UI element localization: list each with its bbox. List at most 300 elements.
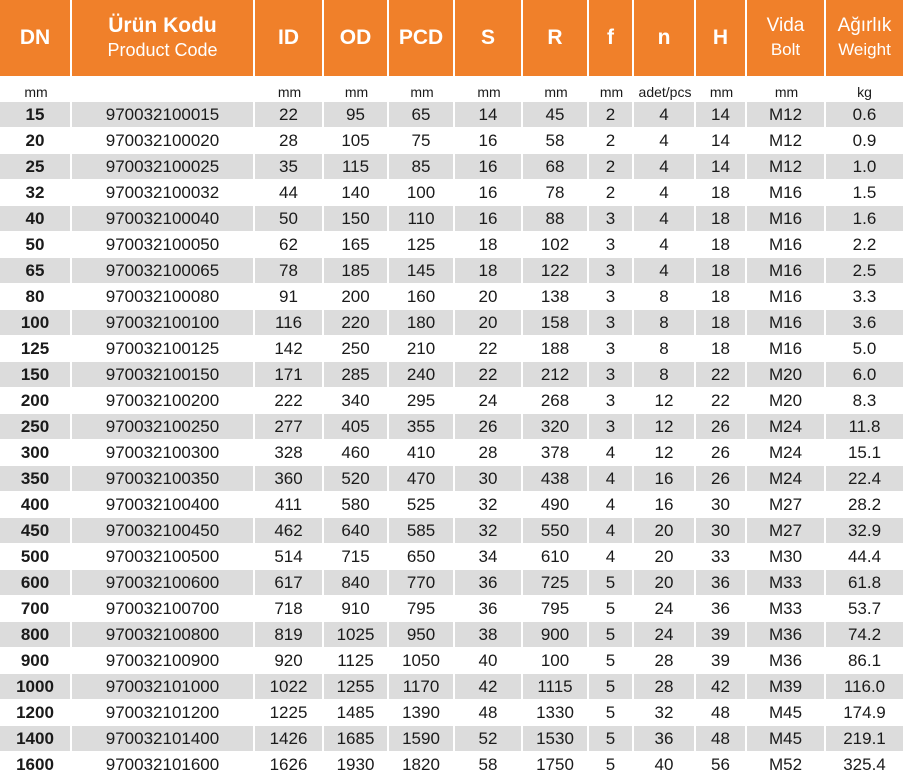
table-cell: 33 xyxy=(696,543,747,569)
dn-cell: 350 xyxy=(0,465,72,491)
table-cell: M24 xyxy=(747,465,826,491)
table-cell: 58 xyxy=(523,127,589,153)
table-cell: 78 xyxy=(523,179,589,205)
dn-cell: 150 xyxy=(0,361,72,387)
table-cell: 1170 xyxy=(389,673,455,699)
table-cell: 1820 xyxy=(389,751,455,777)
table-row xyxy=(0,543,903,569)
table-cell: 718 xyxy=(255,595,324,621)
table-cell: 20 xyxy=(634,543,696,569)
table-cell: 795 xyxy=(389,595,455,621)
table-cell: 158 xyxy=(523,309,589,335)
table-cell: M12 xyxy=(747,127,826,153)
table-cell: 970032100065 xyxy=(72,257,255,283)
table-cell: M16 xyxy=(747,179,826,205)
table-cell: 28 xyxy=(634,647,696,673)
table-cell: 5 xyxy=(589,621,634,647)
table-cell: M24 xyxy=(747,439,826,465)
unit-cell: kg xyxy=(826,76,903,101)
table-cell: 95 xyxy=(324,101,389,127)
table-cell: 28.2 xyxy=(826,491,903,517)
table-cell: 1.0 xyxy=(826,153,903,179)
table-row xyxy=(0,595,903,621)
dn-cell: 20 xyxy=(0,127,72,153)
unit-cell: adet/pcs xyxy=(634,76,696,101)
table-cell: 268 xyxy=(523,387,589,413)
dn-cell: 250 xyxy=(0,413,72,439)
table-row xyxy=(0,413,903,439)
table-cell: 5 xyxy=(589,725,634,751)
table-cell: 405 xyxy=(324,413,389,439)
table-cell: 355 xyxy=(389,413,455,439)
table-cell: 4 xyxy=(634,231,696,257)
unit-cell: mm xyxy=(589,76,634,101)
table-cell: 514 xyxy=(255,543,324,569)
dn-cell: 15 xyxy=(0,101,72,127)
table-cell: 8 xyxy=(634,361,696,387)
table-row xyxy=(0,127,903,153)
table-cell: 15.1 xyxy=(826,439,903,465)
table-row xyxy=(0,621,903,647)
table-cell: 100 xyxy=(523,647,589,673)
table-cell: 4 xyxy=(634,205,696,231)
table-cell: 970032101400 xyxy=(72,725,255,751)
table-cell: 28 xyxy=(255,127,324,153)
table-cell: 250 xyxy=(324,335,389,361)
table-cell: 16 xyxy=(634,491,696,517)
table-cell: 36 xyxy=(696,595,747,621)
table-cell: 5 xyxy=(589,751,634,777)
table-cell: 78 xyxy=(255,257,324,283)
table-cell: 378 xyxy=(523,439,589,465)
table-cell: 12 xyxy=(634,413,696,439)
table-cell: 970032100300 xyxy=(72,439,255,465)
table-cell: 5 xyxy=(589,699,634,725)
table-cell: 200 xyxy=(324,283,389,309)
table-cell: 220 xyxy=(324,309,389,335)
table-row xyxy=(0,465,903,491)
table-cell: 438 xyxy=(523,465,589,491)
table-row xyxy=(0,517,903,543)
dn-cell: 800 xyxy=(0,621,72,647)
table-cell: 48 xyxy=(696,725,747,751)
table-cell: 970032101000 xyxy=(72,673,255,699)
table-cell: 585 xyxy=(389,517,455,543)
table-row xyxy=(0,361,903,387)
table-row xyxy=(0,673,903,699)
table-cell: 1330 xyxy=(523,699,589,725)
table-row xyxy=(0,725,903,751)
table-cell: 185 xyxy=(324,257,389,283)
unit-cell: mm xyxy=(324,76,389,101)
table-cell: 125 xyxy=(389,231,455,257)
table-cell: 22 xyxy=(455,335,523,361)
table-cell: 1.5 xyxy=(826,179,903,205)
dn-cell: 300 xyxy=(0,439,72,465)
table-cell: 24 xyxy=(455,387,523,413)
table-row xyxy=(0,699,903,725)
table-cell: 4 xyxy=(589,517,634,543)
table-cell: 970032100450 xyxy=(72,517,255,543)
table-cell: 550 xyxy=(523,517,589,543)
col-h: H xyxy=(696,0,747,76)
table-cell: 140 xyxy=(324,179,389,205)
table-cell: 22 xyxy=(255,101,324,127)
table-cell: 1626 xyxy=(255,751,324,777)
table-cell: M12 xyxy=(747,101,826,127)
table-cell: 74.2 xyxy=(826,621,903,647)
table-cell: 116 xyxy=(255,309,324,335)
table-cell: 1125 xyxy=(324,647,389,673)
table-cell: 8 xyxy=(634,309,696,335)
table-cell: 715 xyxy=(324,543,389,569)
table-cell: 26 xyxy=(455,413,523,439)
table-cell: 1590 xyxy=(389,725,455,751)
table-cell: 32 xyxy=(455,491,523,517)
table-cell: 102 xyxy=(523,231,589,257)
table-cell: 56 xyxy=(696,751,747,777)
table-cell: 1225 xyxy=(255,699,324,725)
table-cell: 39 xyxy=(696,621,747,647)
table-cell: 52 xyxy=(455,725,523,751)
table-cell: 219.1 xyxy=(826,725,903,751)
table-cell: 970032100100 xyxy=(72,309,255,335)
table-cell: 1255 xyxy=(324,673,389,699)
table-cell: M12 xyxy=(747,153,826,179)
col-product-code-tr: Ürün Kodu xyxy=(108,14,217,37)
table-cell: 18 xyxy=(696,205,747,231)
table-cell: 30 xyxy=(696,517,747,543)
table-cell: 138 xyxy=(523,283,589,309)
table-row xyxy=(0,439,903,465)
table-cell: 970032101600 xyxy=(72,751,255,777)
unit-cell: mm xyxy=(255,76,324,101)
table-cell: 920 xyxy=(255,647,324,673)
table-cell: 142 xyxy=(255,335,324,361)
table-cell: M16 xyxy=(747,309,826,335)
table-cell: 1426 xyxy=(255,725,324,751)
table-cell: 970032100150 xyxy=(72,361,255,387)
table-cell: 16 xyxy=(455,127,523,153)
table-cell: 900 xyxy=(523,621,589,647)
table-cell: 42 xyxy=(696,673,747,699)
col-n: n xyxy=(634,0,696,76)
table-cell: 28 xyxy=(634,673,696,699)
table-cell: 174.9 xyxy=(826,699,903,725)
table-cell: M45 xyxy=(747,725,826,751)
table-cell: 105 xyxy=(324,127,389,153)
dn-cell: 125 xyxy=(0,335,72,361)
table-cell: 16 xyxy=(455,179,523,205)
table-cell: 580 xyxy=(324,491,389,517)
table-cell: 3 xyxy=(589,231,634,257)
dn-cell: 900 xyxy=(0,647,72,673)
table-cell: M16 xyxy=(747,257,826,283)
table-cell: 970032101200 xyxy=(72,699,255,725)
dn-cell: 80 xyxy=(0,283,72,309)
table-cell: 970032100032 xyxy=(72,179,255,205)
table-cell: 360 xyxy=(255,465,324,491)
table-cell: 4 xyxy=(634,153,696,179)
dn-cell: 700 xyxy=(0,595,72,621)
table-cell: M33 xyxy=(747,595,826,621)
table-cell: 295 xyxy=(389,387,455,413)
table-cell: 44 xyxy=(255,179,324,205)
table-row xyxy=(0,751,903,777)
table-cell: M27 xyxy=(747,491,826,517)
table-cell: 18 xyxy=(455,231,523,257)
table-cell: 910 xyxy=(324,595,389,621)
table-cell: 18 xyxy=(696,257,747,283)
table-cell: 6.0 xyxy=(826,361,903,387)
table-cell: 320 xyxy=(523,413,589,439)
table-cell: 38 xyxy=(455,621,523,647)
table-cell: 85 xyxy=(389,153,455,179)
table-cell: 4 xyxy=(589,439,634,465)
table-cell: 20 xyxy=(455,309,523,335)
table-row xyxy=(0,101,903,127)
col-od: OD xyxy=(324,0,389,76)
col-s: S xyxy=(455,0,523,76)
table-cell: 44.4 xyxy=(826,543,903,569)
table-cell: 2 xyxy=(589,153,634,179)
table-cell: 32 xyxy=(634,699,696,725)
table-cell: 3 xyxy=(589,361,634,387)
table-cell: 970032100400 xyxy=(72,491,255,517)
table-cell: 4 xyxy=(634,257,696,283)
table-cell: 1930 xyxy=(324,751,389,777)
table-cell: 0.6 xyxy=(826,101,903,127)
dn-cell: 200 xyxy=(0,387,72,413)
table-cell: 14 xyxy=(696,101,747,127)
table-row xyxy=(0,283,903,309)
dn-cell: 1400 xyxy=(0,725,72,751)
table-cell: 277 xyxy=(255,413,324,439)
table-cell: 525 xyxy=(389,491,455,517)
table-cell: 970032100700 xyxy=(72,595,255,621)
table-cell: 3 xyxy=(589,283,634,309)
table-cell: 188 xyxy=(523,335,589,361)
unit-cell: mm xyxy=(523,76,589,101)
table-row xyxy=(0,231,903,257)
table-cell: 122 xyxy=(523,257,589,283)
table-cell: 88 xyxy=(523,205,589,231)
table-body xyxy=(0,101,903,777)
table-cell: 970032100250 xyxy=(72,413,255,439)
table-cell: 5 xyxy=(589,647,634,673)
table-row xyxy=(0,491,903,517)
col-weight-tr: Ağırlık xyxy=(837,15,892,36)
table-row xyxy=(0,309,903,335)
table-cell: 42 xyxy=(455,673,523,699)
table-cell: 4 xyxy=(589,465,634,491)
dn-cell: 500 xyxy=(0,543,72,569)
table-cell: 40 xyxy=(455,647,523,673)
table-cell: 39 xyxy=(696,647,747,673)
table-cell: 35 xyxy=(255,153,324,179)
table-cell: 22 xyxy=(696,387,747,413)
table-cell: M45 xyxy=(747,699,826,725)
table-cell: 8 xyxy=(634,283,696,309)
table-cell: 5 xyxy=(589,569,634,595)
unit-cell: mm xyxy=(696,76,747,101)
table-cell: 65 xyxy=(389,101,455,127)
table-cell: 970032100125 xyxy=(72,335,255,361)
dn-cell: 400 xyxy=(0,491,72,517)
table-cell: 22 xyxy=(696,361,747,387)
table-cell: 970032100025 xyxy=(72,153,255,179)
col-r: R xyxy=(523,0,589,76)
table-cell: 16 xyxy=(634,465,696,491)
table-cell: 36 xyxy=(455,595,523,621)
table-cell: 24 xyxy=(634,621,696,647)
table-cell: 12 xyxy=(634,439,696,465)
table-cell: 610 xyxy=(523,543,589,569)
table-cell: 75 xyxy=(389,127,455,153)
table-cell: 285 xyxy=(324,361,389,387)
col-product-code-en: Product Code xyxy=(107,40,218,60)
table-cell: 18 xyxy=(455,257,523,283)
table-cell: 18 xyxy=(696,283,747,309)
table-cell: 490 xyxy=(523,491,589,517)
table-cell: 32.9 xyxy=(826,517,903,543)
dn-cell: 1000 xyxy=(0,673,72,699)
table-cell: 617 xyxy=(255,569,324,595)
dn-cell: 40 xyxy=(0,205,72,231)
dn-cell: 50 xyxy=(0,231,72,257)
table-cell: M36 xyxy=(747,647,826,673)
table-cell: 1750 xyxy=(523,751,589,777)
table-cell: 14 xyxy=(455,101,523,127)
table-cell: 212 xyxy=(523,361,589,387)
table-cell: 3 xyxy=(589,413,634,439)
col-product-code xyxy=(72,0,255,76)
unit-cell xyxy=(72,76,255,101)
dn-cell: 450 xyxy=(0,517,72,543)
table-cell: 14 xyxy=(696,153,747,179)
table-cell: 970032100900 xyxy=(72,647,255,673)
table-cell: 32 xyxy=(455,517,523,543)
table-cell: 3 xyxy=(589,335,634,361)
table-cell: 460 xyxy=(324,439,389,465)
table-cell: M33 xyxy=(747,569,826,595)
table-cell: 100 xyxy=(389,179,455,205)
table-cell: 4 xyxy=(634,179,696,205)
table-cell: 68 xyxy=(523,153,589,179)
table-cell: 18 xyxy=(696,179,747,205)
table-cell: 20 xyxy=(455,283,523,309)
table-cell: 1025 xyxy=(324,621,389,647)
table-cell: 970032100015 xyxy=(72,101,255,127)
col-bolt-tr: Vida xyxy=(766,15,805,36)
table-cell: 2.2 xyxy=(826,231,903,257)
table-cell: 36 xyxy=(696,569,747,595)
table-row xyxy=(0,335,903,361)
table-cell: 18 xyxy=(696,335,747,361)
table-cell: 5.0 xyxy=(826,335,903,361)
table-row xyxy=(0,387,903,413)
table-cell: 2 xyxy=(589,127,634,153)
table-cell: 22 xyxy=(455,361,523,387)
table-cell: 462 xyxy=(255,517,324,543)
table-cell: 0.9 xyxy=(826,127,903,153)
table-cell: 970032100500 xyxy=(72,543,255,569)
table-cell: 61.8 xyxy=(826,569,903,595)
table-cell: 970032100600 xyxy=(72,569,255,595)
table-cell: 150 xyxy=(324,205,389,231)
table-cell: 970032100050 xyxy=(72,231,255,257)
table-cell: 2 xyxy=(589,101,634,127)
table-cell: 26 xyxy=(696,439,747,465)
table-cell: 840 xyxy=(324,569,389,595)
dn-cell: 1600 xyxy=(0,751,72,777)
table-cell: 8.3 xyxy=(826,387,903,413)
table-cell: 970032100350 xyxy=(72,465,255,491)
table-cell: 22.4 xyxy=(826,465,903,491)
table-cell: 3 xyxy=(589,387,634,413)
units-row xyxy=(0,76,903,101)
table-cell: 770 xyxy=(389,569,455,595)
table-cell: 20 xyxy=(634,569,696,595)
col-weight-en: Weight xyxy=(838,40,891,59)
table-cell: 2 xyxy=(589,179,634,205)
table-cell: 970032100040 xyxy=(72,205,255,231)
table-cell: 16 xyxy=(455,153,523,179)
col-pcd: PCD xyxy=(389,0,455,76)
unit-cell: mm xyxy=(747,76,826,101)
unit-cell: mm xyxy=(455,76,523,101)
table-cell: 50 xyxy=(255,205,324,231)
table-cell: 4 xyxy=(634,101,696,127)
table-cell: 30 xyxy=(455,465,523,491)
unit-cell: mm xyxy=(0,76,72,101)
table-cell: M24 xyxy=(747,413,826,439)
table-cell: 145 xyxy=(389,257,455,283)
table-cell: 520 xyxy=(324,465,389,491)
table-row xyxy=(0,257,903,283)
dn-cell: 65 xyxy=(0,257,72,283)
table-cell: 11.8 xyxy=(826,413,903,439)
table-cell: M16 xyxy=(747,205,826,231)
table-cell: 970032100200 xyxy=(72,387,255,413)
table-cell: M20 xyxy=(747,387,826,413)
table-cell: 3 xyxy=(589,205,634,231)
table-cell: 45 xyxy=(523,101,589,127)
table-cell: 180 xyxy=(389,309,455,335)
col-id: ID xyxy=(255,0,324,76)
col-weight xyxy=(826,0,903,76)
table-row xyxy=(0,153,903,179)
dn-cell: 32 xyxy=(0,179,72,205)
table-cell: 328 xyxy=(255,439,324,465)
dn-cell: 100 xyxy=(0,309,72,335)
table-cell: 5 xyxy=(589,673,634,699)
table-cell: M20 xyxy=(747,361,826,387)
table-cell: 4 xyxy=(589,491,634,517)
table-cell: 1390 xyxy=(389,699,455,725)
col-bolt xyxy=(747,0,826,76)
table-cell: 36 xyxy=(634,725,696,751)
table-cell: 340 xyxy=(324,387,389,413)
table-cell: M39 xyxy=(747,673,826,699)
table-row xyxy=(0,179,903,205)
table-cell: 86.1 xyxy=(826,647,903,673)
table-cell: 1530 xyxy=(523,725,589,751)
table-row xyxy=(0,647,903,673)
table-cell: 470 xyxy=(389,465,455,491)
table-cell: 1485 xyxy=(324,699,389,725)
table-cell: M27 xyxy=(747,517,826,543)
